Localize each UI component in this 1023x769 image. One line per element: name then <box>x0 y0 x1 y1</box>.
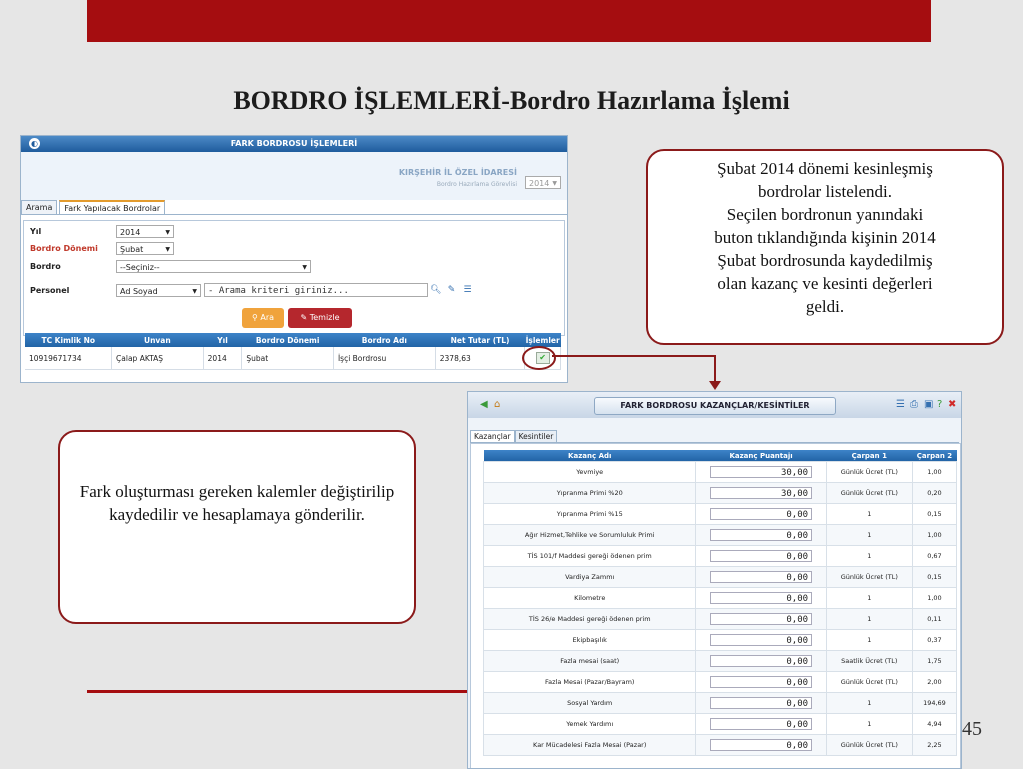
cell-kazanc-adi: Yıpranma Primi %20 <box>484 483 696 504</box>
table-row <box>484 630 957 651</box>
col-net-tutar: Net Tutar (TL) <box>435 333 525 347</box>
list-icon[interactable]: ☰ <box>463 285 472 295</box>
cell-carpan1: 1 <box>826 504 912 525</box>
kazanclar-table <box>483 450 957 756</box>
cell-kazanc-puantaji <box>696 714 826 735</box>
tab-bar <box>21 200 567 215</box>
kazanc-puantaji-input[interactable]: 0,00 <box>710 634 812 646</box>
bordro-donemi-select[interactable]: Şubat ▼ <box>116 242 174 255</box>
cell-carpan1: Günlük Ücret (TL) <box>826 735 912 756</box>
bordro-label: Bordro <box>30 262 61 271</box>
cell-kazanc-adi: Yemek Yardımı <box>484 714 696 735</box>
window-title: FARK BORDROSU İŞLEMLERİ <box>230 139 358 148</box>
cell-kazanc-adi: Yevmiye <box>484 462 696 483</box>
cell-carpan2: 1,00 <box>912 588 956 609</box>
brush-icon[interactable]: ✎ <box>447 285 456 295</box>
bordro-select[interactable]: --Seçiniz-- ▼ <box>116 260 311 273</box>
cell-kazanc-puantaji <box>696 504 826 525</box>
kazanc-puantaji-input[interactable]: 0,00 <box>710 571 812 583</box>
table-row <box>484 462 957 483</box>
col-carpan1: Çarpan 1 <box>826 450 912 462</box>
cell-carpan2: 0,15 <box>912 504 956 525</box>
cell-kazanc-adi: Fazla Mesai (Pazar/Bayram) <box>484 672 696 693</box>
cell-carpan1: Günlük Ücret (TL) <box>826 462 912 483</box>
table-row <box>484 567 957 588</box>
bordro-table <box>25 333 561 370</box>
org-name: KIRŞEHİR İL ÖZEL İDARESİ <box>398 168 517 177</box>
table-row <box>484 588 957 609</box>
window-header <box>468 392 961 418</box>
table-row <box>484 609 957 630</box>
callout-line: geldi. <box>805 297 845 316</box>
cell-carpan1: 1 <box>826 630 912 651</box>
highlight-circle <box>522 346 556 370</box>
cell-carpan1: Günlük Ücret (TL) <box>826 483 912 504</box>
temizle-button[interactable] <box>288 308 352 328</box>
kazanc-puantaji-input[interactable]: 0,00 <box>710 718 812 730</box>
tab-kesintiler[interactable]: Kesintiler <box>515 430 558 442</box>
col-kazanc-puantaji: Kazanç Puantajı <box>696 450 826 462</box>
table-header <box>25 333 561 347</box>
cell-carpan2: 194,69 <box>912 693 956 714</box>
search-input[interactable]: - Arama kriteri giriniz... <box>204 283 428 297</box>
callout-line: Şubat bordrosunda kaydedilmiş <box>717 251 933 270</box>
cell-kazanc-puantaji <box>696 651 826 672</box>
personel-label: Personel <box>30 286 70 295</box>
yil-select[interactable]: 2014 ▼ <box>116 225 174 238</box>
home-icon[interactable]: ⌂ <box>494 399 501 410</box>
ara-button[interactable] <box>242 308 284 328</box>
table-row <box>484 714 957 735</box>
filter-form <box>23 220 565 336</box>
yil-label: Yıl <box>30 227 42 236</box>
page-number: 45 <box>962 718 982 740</box>
bordro-donemi-label: Bordro Dönemi <box>30 244 98 253</box>
col-unvan: Unvan <box>112 333 204 347</box>
callout-line: Seçilen bordronun yanındaki <box>726 205 924 224</box>
callout-line: bordrolar listelendi. <box>757 182 893 201</box>
personel-field-select[interactable]: Ad Soyad ▼ <box>116 284 201 297</box>
cell-kazanc-puantaji <box>696 609 826 630</box>
cell-kazanc-adi: TİS 101/f Maddesi gereği ödenen prim <box>484 546 696 567</box>
col-tc: TC Kimlik No <box>25 333 112 347</box>
cell-carpan2: 4,94 <box>912 714 956 735</box>
window-header <box>21 136 567 152</box>
callout-line: Şubat 2014 dönemi kesinleşmiş <box>717 159 933 178</box>
table-row <box>484 483 957 504</box>
callout-line: buton tıklandığında kişinin 2014 <box>714 228 936 247</box>
cell-carpan2: 0,37 <box>912 630 956 651</box>
cell-net-tutar: 2378,63 <box>435 347 525 370</box>
save-icon[interactable]: ▣ <box>924 399 934 410</box>
cell-carpan1: Saatlik Ücret (TL) <box>826 651 912 672</box>
tab-fark-yapilacak-bordrolar[interactable]: Fark Yapılacak Bordrolar <box>59 200 165 214</box>
cell-tc: 10919671734 <box>25 347 112 370</box>
cell-carpan2: 1,00 <box>912 462 956 483</box>
top-accent-bar <box>87 0 931 42</box>
kazanclar-panel <box>470 443 961 769</box>
table-row[interactable] <box>25 347 561 370</box>
cell-yil: 2014 <box>203 347 242 370</box>
table-header <box>484 450 957 462</box>
table-row <box>484 693 957 714</box>
kazanc-puantaji-input[interactable]: 0,00 <box>710 739 812 751</box>
kazanc-puantaji-input[interactable]: 0,00 <box>710 697 812 709</box>
cell-kazanc-puantaji <box>696 525 826 546</box>
cell-carpan1: 1 <box>826 609 912 630</box>
close-icon[interactable]: ✖ <box>948 399 957 410</box>
select-row-button[interactable]: ✔ <box>536 352 550 364</box>
cell-kazanc-puantaji <box>696 693 826 714</box>
cell-donem: Şubat <box>242 347 334 370</box>
col-islemler: İşlemler <box>525 333 561 347</box>
kazanc-puantaji-input[interactable]: 0,00 <box>710 655 812 667</box>
kazanc-puantaji-input[interactable]: 0,00 <box>710 529 812 541</box>
kazanc-puantaji-input[interactable]: 30,00 <box>710 466 812 478</box>
cell-carpan1: 1 <box>826 546 912 567</box>
cell-carpan1: 1 <box>826 693 912 714</box>
list-icon[interactable]: ☰ <box>896 399 905 410</box>
table-row <box>484 504 957 525</box>
divider-line <box>87 690 467 693</box>
tab-arama[interactable]: Arama <box>21 200 57 214</box>
cell-carpan2: 0,67 <box>912 546 956 567</box>
kazanc-puantaji-input[interactable]: 30,00 <box>710 487 812 499</box>
table-row <box>484 525 957 546</box>
window-title: FARK BORDROSU KAZANÇLAR/KESİNTİLER <box>594 397 836 415</box>
col-yil: Yıl <box>203 333 242 347</box>
cell-kazanc-adi: Vardiya Zammı <box>484 567 696 588</box>
search-icon[interactable]: 🔍︎ <box>430 285 442 295</box>
cell-carpan1: Günlük Ücret (TL) <box>826 567 912 588</box>
org-band <box>21 152 567 200</box>
table-row <box>484 651 957 672</box>
tab-bar <box>470 430 959 443</box>
print-icon[interactable]: ⎙ <box>910 399 918 410</box>
table-row <box>484 735 957 756</box>
help-icon[interactable]: ? <box>937 399 943 410</box>
cell-carpan2: 0,11 <box>912 609 956 630</box>
search-icon: ⚲ <box>251 313 261 322</box>
cell-kazanc-adi: Ekipbaşılık <box>484 630 696 651</box>
col-kazanc-adi: Kazanç Adı <box>484 450 696 462</box>
table-row <box>484 546 957 567</box>
fark-bordrosu-islemleri-window <box>20 135 568 383</box>
cell-kazanc-puantaji <box>696 588 826 609</box>
cell-carpan1: 1 <box>826 588 912 609</box>
cell-kazanc-puantaji <box>696 735 826 756</box>
cell-unvan: Çalap AKTAŞ <box>112 347 204 370</box>
user-role: Bordro Hazırlama Görevlisi <box>436 181 517 188</box>
cell-carpan1: Günlük Ücret (TL) <box>826 672 912 693</box>
cell-kazanc-puantaji <box>696 630 826 651</box>
brush-icon: ✎ <box>300 313 310 322</box>
tab-kazanclar[interactable]: Kazançlar <box>470 430 515 442</box>
cell-kazanc-puantaji <box>696 567 826 588</box>
kazanc-puantaji-input[interactable]: 0,00 <box>710 508 812 520</box>
cell-kazanc-adi: Kar Mücadelesi Fazla Mesai (Pazar) <box>484 735 696 756</box>
kazanc-puantaji-input[interactable]: 0,00 <box>710 613 812 625</box>
cell-kazanc-adi: Ağır Hizmet,Tehlike ve Sorumluluk Primi <box>484 525 696 546</box>
temizle-label: Temizle <box>309 313 340 322</box>
connector-line <box>552 355 716 357</box>
cell-kazanc-puantaji <box>696 462 826 483</box>
slide-title: BORDRO İŞLEMLERİ-Bordro Hazırlama İşlemi <box>233 86 790 115</box>
cell-kazanc-puantaji <box>696 546 826 567</box>
cell-kazanc-adi: Sosyal Yardım <box>484 693 696 714</box>
col-bordro-adi: Bordro Adı <box>333 333 435 347</box>
cell-carpan2: 2,25 <box>912 735 956 756</box>
callout-listing-explanation <box>646 149 1004 345</box>
connector-line-vertical <box>714 355 716 383</box>
year-select[interactable]: 2014 ▼ <box>525 176 561 189</box>
cell-carpan2: 1,75 <box>912 651 956 672</box>
app-logo-icon: ◐ <box>29 138 40 149</box>
back-icon[interactable]: ◀ <box>480 399 488 410</box>
cell-kazanc-puantaji <box>696 672 826 693</box>
cell-carpan2: 2,00 <box>912 672 956 693</box>
kazanclar-kesintiler-window <box>467 391 962 769</box>
kazanc-puantaji-input[interactable]: 0,00 <box>710 676 812 688</box>
connector-arrow-icon <box>709 381 721 390</box>
ara-label: Ara <box>260 313 275 322</box>
callout-line: olan kazanç ve kesinti değerleri <box>717 274 933 293</box>
kazanc-puantaji-input[interactable]: 0,00 <box>710 550 812 562</box>
col-carpan2: Çarpan 2 <box>912 450 956 462</box>
col-donem: Bordro Dönemi <box>242 333 334 347</box>
kazanc-puantaji-input[interactable]: 0,00 <box>710 592 812 604</box>
cell-kazanc-adi: Fazla mesai (saat) <box>484 651 696 672</box>
cell-kazanc-adi: Yıpranma Primi %15 <box>484 504 696 525</box>
cell-kazanc-puantaji <box>696 483 826 504</box>
cell-carpan2: 1,00 <box>912 525 956 546</box>
table-row <box>484 672 957 693</box>
cell-kazanc-adi: TİS 26/e Maddesi gereği ödenen prim <box>484 609 696 630</box>
cell-kazanc-adi: Kilometre <box>484 588 696 609</box>
cell-bordro-adi: İşçi Bordrosu <box>333 347 435 370</box>
cell-carpan1: 1 <box>826 525 912 546</box>
cell-carpan2: 0,20 <box>912 483 956 504</box>
cell-carpan2: 0,15 <box>912 567 956 588</box>
callout-edit-explanation: Fark oluşturması gereken kalemler değiştirilip kaydedilir ve hesaplamaya gönderilir. <box>58 430 416 624</box>
cell-carpan1: 1 <box>826 714 912 735</box>
